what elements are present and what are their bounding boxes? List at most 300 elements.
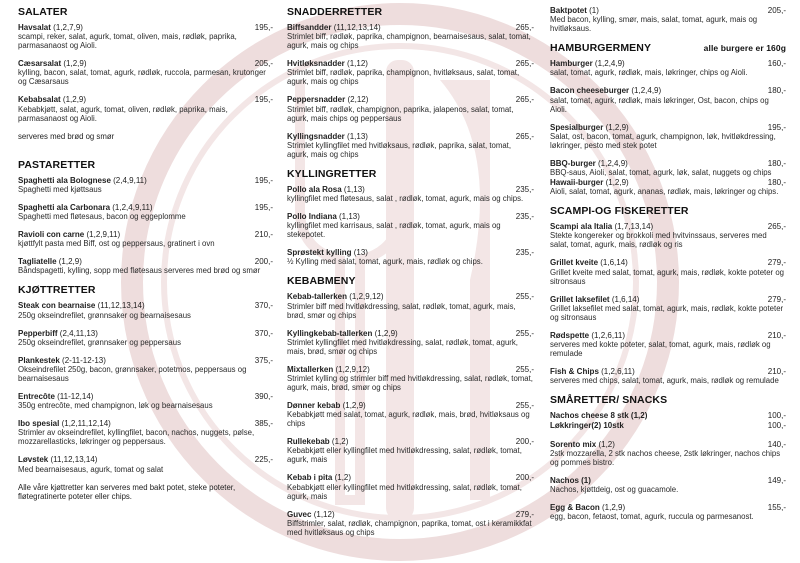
menu-item-price: 225,- bbox=[254, 455, 273, 465]
menu-item-row bbox=[287, 510, 534, 519]
menu-item-name bbox=[18, 23, 83, 32]
allergen-codes: (1,12) bbox=[347, 59, 368, 69]
allergen-codes: (1,2,4,9,11) bbox=[112, 202, 153, 212]
menu-section bbox=[550, 205, 786, 385]
allergen-codes: (1,13) bbox=[347, 131, 368, 141]
menu-item bbox=[18, 230, 273, 248]
section-title-text: SCAMPI-OG FISKERETTER bbox=[550, 205, 689, 218]
menu-item-price: 370,- bbox=[254, 328, 273, 338]
section-title bbox=[18, 6, 273, 18]
menu-item-description: Kebabkjøtt med salat, tomat, agurk, rødløk, mais, brød, hvitløksaus og chips bbox=[287, 410, 530, 429]
allergen-codes: (11,12,13,14) bbox=[97, 301, 145, 311]
allergen-codes: (1,2) bbox=[331, 437, 349, 447]
allergen-codes: (1,2,9) bbox=[342, 401, 366, 411]
menu-item-name bbox=[18, 301, 145, 310]
allergen-codes: (1,2,9) bbox=[374, 328, 398, 338]
menu-item-row bbox=[550, 331, 786, 340]
menu-item bbox=[18, 176, 273, 194]
menu-item-price: 195,- bbox=[254, 23, 273, 32]
menu-item-description: 350g entrecôte, med champignon, løk og bearnaisesaus bbox=[18, 401, 213, 411]
menu-item-description: ½ Kylling med salat, tomat, agurk, mais, rødløk og chips. bbox=[287, 257, 483, 267]
allergen-codes: (1) bbox=[589, 6, 599, 15]
menu-item-title: Steak con bearnaise bbox=[18, 301, 96, 311]
menu-item-title: Rødspette bbox=[550, 330, 590, 340]
section-title bbox=[550, 42, 786, 54]
menu-item-row bbox=[550, 222, 786, 231]
menu-item-name bbox=[287, 248, 368, 257]
menu-item bbox=[18, 257, 273, 275]
menu-item bbox=[18, 356, 273, 383]
menu-item bbox=[550, 421, 786, 430]
menu-item-description: kylling, bacon, salat, tomat, agurk, rødløk, ruccola, parmesan, krutonger og Cæsarsaus bbox=[18, 68, 266, 87]
menu-item-row bbox=[18, 419, 273, 428]
menu-item-price: 390,- bbox=[254, 392, 273, 402]
menu-item-title: Sorento mix bbox=[550, 439, 597, 449]
allergen-codes: (13) bbox=[353, 248, 368, 258]
menu-item-description: Båndspagetti, kylling, sopp med fløtesaus serveres med brød og smør bbox=[18, 266, 261, 276]
section-title bbox=[550, 394, 786, 406]
menu-item-price: 195,- bbox=[767, 122, 786, 132]
menu-item-price: 200,- bbox=[515, 473, 534, 483]
menu-item-row bbox=[550, 59, 786, 68]
section-title bbox=[18, 284, 273, 296]
menu-item-row bbox=[18, 392, 273, 401]
allergen-codes: (1,2,9) bbox=[63, 59, 87, 69]
allergen-codes: (1,2,9) bbox=[58, 257, 82, 267]
menu-item-name bbox=[18, 356, 106, 365]
menu-item-title: Pollo ala Rosa bbox=[287, 184, 342, 194]
menu-item-name bbox=[287, 292, 384, 301]
menu-item-description: kyllingfilet med fløtesaus, salat , rødløk, tomat, agurk, mais og chips. bbox=[287, 194, 524, 204]
allergen-codes: (1,2,9) bbox=[62, 95, 87, 105]
menu-item-row bbox=[287, 437, 534, 446]
menu-item-title: Ravioli con carne bbox=[18, 230, 85, 240]
menu-item bbox=[550, 178, 786, 196]
menu-item-name bbox=[287, 132, 368, 141]
menu-section bbox=[550, 394, 786, 521]
menu-item-description: Strimlet biff, rødløk, paprika, champignon, bearnaisesaus, salat, tomat, agurk, mais og chips bbox=[287, 32, 531, 51]
menu-item-row bbox=[287, 365, 534, 374]
menu-item-name bbox=[287, 212, 360, 221]
menu-item-row bbox=[550, 258, 786, 267]
menu-item bbox=[550, 367, 786, 385]
menu-item-title: Rullekebab bbox=[287, 437, 330, 447]
allergen-codes: (1,2,7,9) bbox=[53, 23, 83, 32]
menu-item-title: Spaghetti ala Carbonara bbox=[18, 202, 111, 212]
menu-item-description: Strimlet kylling og strimler biff med hvitløkdressing, salat, rødløk, tomat, agurk, mais, brød, smør og chips bbox=[287, 374, 533, 393]
menu-item-description: Salat, ost, bacon, tomat, agurk, champignon, løk, hvitløkdressing, løkringer, pesto med stek potet bbox=[550, 131, 776, 150]
menu-item-title: Mixtallerken bbox=[287, 364, 334, 374]
menu-item-name bbox=[287, 185, 365, 194]
menu-item-name bbox=[550, 503, 625, 512]
menu-item-row bbox=[287, 212, 534, 221]
menu-item-description: Stekte kongereker og brokkoli med hvitvinssaus, serveres med salat, tomat, agurk, mais, rødløk og ris bbox=[550, 231, 767, 250]
menu-item-name bbox=[550, 123, 629, 132]
allergen-codes: (1,6,14) bbox=[600, 258, 628, 268]
menu-item-title: Cæsarsalat bbox=[18, 59, 62, 69]
menu-item-name bbox=[18, 392, 93, 401]
menu-item-row bbox=[550, 86, 786, 95]
allergen-codes: (1,2,11,12,14) bbox=[61, 419, 111, 429]
menu-item-row bbox=[18, 23, 273, 32]
allergen-codes: (1,2,4,9) bbox=[594, 59, 625, 69]
menu-item-title: Hamburger bbox=[550, 59, 593, 69]
menu-item-name bbox=[550, 476, 591, 485]
menu-item bbox=[18, 301, 273, 319]
menu-item-price: 205,- bbox=[767, 6, 786, 15]
menu-item-title: Peppersnadder bbox=[287, 95, 346, 105]
menu-item-title: Biffsandder bbox=[287, 23, 332, 32]
menu-item-description: BBQ-saus, Aioli, salat, tomat, agurk, løk, salat, nuggets og chips bbox=[550, 168, 772, 178]
menu-item-price: 235,- bbox=[515, 184, 534, 194]
menu-item-name bbox=[18, 419, 111, 428]
section-title bbox=[287, 275, 534, 287]
menu-item-row bbox=[287, 23, 534, 32]
allergen-codes: (2,4,9,11) bbox=[113, 175, 147, 185]
menu-item-row bbox=[550, 178, 786, 187]
menu-item-row bbox=[287, 95, 534, 104]
menu-item-price: 279,- bbox=[767, 258, 786, 268]
menu-item-row bbox=[287, 248, 534, 257]
menu-item-title: Kebab-tallerken bbox=[287, 292, 348, 302]
menu-item bbox=[550, 411, 786, 420]
menu-item-description: serveres med kokte poteter, salat, tomat, agurk, mais, rødløk og remulade bbox=[550, 340, 771, 359]
menu-item bbox=[18, 23, 273, 50]
menu-item-name bbox=[18, 329, 98, 338]
menu-item-price: 210,- bbox=[254, 230, 273, 240]
menu-item-row bbox=[287, 473, 534, 482]
menu-item-name bbox=[550, 222, 653, 231]
menu-section bbox=[287, 275, 534, 536]
menu-item-description: Strimlet biff, rødløk, champignon, paprika, jalapenos, salat, tomat, agurk, mais chips og peppersaus bbox=[287, 104, 514, 123]
menu-section bbox=[550, 6, 786, 33]
allergen-codes: (1,2,6,11) bbox=[601, 367, 635, 377]
menu-item bbox=[550, 159, 786, 177]
menu-item bbox=[287, 23, 534, 50]
menu-item-price: 195,- bbox=[254, 95, 273, 105]
menu-item bbox=[550, 331, 786, 358]
menu-item-title: Pollo Indiana bbox=[287, 212, 337, 222]
menu-item-description: Strimlet kyllingfilet med hvitløkdressing, salat, rødløk, tomat, agurk, mais, brød, smør og chips bbox=[287, 337, 518, 356]
menu-item-price: 255,- bbox=[515, 401, 534, 411]
menu-item-description: Strimlet kyllingfilet med hvitløksaus, rødløk, paprika, salat, tomat, agurk, mais og chips bbox=[287, 140, 512, 159]
allergen-codes: (1,2,4,9) bbox=[631, 86, 662, 96]
menu-item-name bbox=[287, 95, 368, 104]
menu-item-title: Spaghetti ala Bolognese bbox=[18, 175, 111, 185]
menu-item-price: 255,- bbox=[515, 328, 534, 338]
menu-item-description: Kebabkjøtt eller kyllingfilet med hvitløkdressing, salat, rødløk, tomat, agurk, mais bbox=[287, 446, 522, 465]
allergen-codes: (1,2,9,11) bbox=[86, 230, 121, 240]
menu-item-name bbox=[550, 258, 628, 267]
menu-item-description: Med bearnaisesaus, agurk, tomat og salat bbox=[18, 464, 164, 474]
menu-item-description: Grillet laksefilet med salat, tomat, agurk, mais, rødløk, kokte poteter og sitronsaus bbox=[550, 303, 784, 322]
menu-section bbox=[550, 42, 786, 196]
menu-item-title: Løvstek bbox=[18, 455, 49, 465]
menu-item-price: 160,- bbox=[767, 59, 786, 69]
menu-item-price: 255,- bbox=[515, 364, 534, 374]
menu-column-1 bbox=[18, 6, 273, 519]
menu-item-price: 195,- bbox=[254, 202, 273, 212]
section-title-text: PASTARETTER bbox=[18, 158, 96, 171]
menu-item-description: salat, tomat, agurk, rødløk, mais løkringer, Ost, bacon, chips og Aioli. bbox=[550, 95, 769, 114]
menu-item-row bbox=[550, 476, 786, 485]
menu-item-name bbox=[550, 331, 625, 340]
allergen-codes: (11,12,13,14) bbox=[333, 23, 381, 32]
menu-item-name bbox=[550, 178, 629, 187]
menu-item-title: Løkkringer(2) 10stk bbox=[550, 421, 624, 431]
menu-item-row bbox=[18, 301, 273, 310]
menu-column-3 bbox=[550, 6, 786, 530]
section-title-note: alle burgere er 160g bbox=[703, 43, 786, 54]
menu-item-row bbox=[287, 401, 534, 410]
menu-item-title: Tagliatelle bbox=[18, 257, 57, 267]
menu-item-title: Entrecôte bbox=[18, 392, 55, 402]
menu-item bbox=[18, 203, 273, 221]
section-title-text: SMÅRETTER/ SNACKS bbox=[550, 394, 668, 407]
menu-item-name bbox=[550, 6, 599, 15]
menu-item-description: Aioli, salat, tomat, agurk, ananas, rødløk, mais, løkringer og chips. bbox=[550, 187, 779, 197]
menu-item-price: 195,- bbox=[254, 175, 273, 185]
allergen-codes: (1,2,4,9) bbox=[598, 158, 628, 168]
menu-item-description: kyllingfilet med karrisaus, salat , rødløk, tomat, agurk, mais og stekepotet. bbox=[287, 221, 501, 240]
allergen-codes: (2,4,11,13) bbox=[59, 328, 98, 338]
section-title-text: HAMBURGERMENY bbox=[550, 42, 652, 55]
menu-item-title: Kebabsalat bbox=[18, 95, 61, 105]
menu-item-row bbox=[550, 6, 786, 15]
menu-item-row bbox=[550, 123, 786, 132]
menu-item-description: Kebabkjøtt eller kyllingfilet med hvitløkdressing, salat, rødløk, tomat, agurk, mais bbox=[287, 482, 522, 501]
menu-section bbox=[18, 6, 273, 141]
menu-item bbox=[18, 392, 273, 410]
menu-item-price: 155,- bbox=[767, 503, 786, 513]
allergen-codes: (2,12) bbox=[347, 95, 369, 105]
menu-item-row bbox=[287, 292, 534, 301]
menu-item-title: Dønner kebab bbox=[287, 401, 341, 411]
menu-item bbox=[287, 401, 534, 428]
section-title-text: KJØTTRETTER bbox=[18, 284, 96, 297]
menu-item-title: Scampi ala Italia bbox=[550, 222, 613, 232]
menu-item-price: 200,- bbox=[515, 437, 534, 447]
allergen-codes: (1,13) bbox=[339, 212, 360, 222]
menu-item bbox=[287, 185, 534, 203]
menu-item-name bbox=[18, 455, 97, 464]
menu-item-name bbox=[550, 86, 661, 95]
menu-item-price: 265,- bbox=[515, 95, 534, 105]
menu-item-title: Nachos (1) bbox=[550, 475, 591, 485]
menu-item bbox=[18, 455, 273, 473]
menu-item-description: egg, bacon, fetaost, tomat, agurk, ruccula og parmesanost. bbox=[550, 512, 754, 522]
menu-item-row bbox=[550, 411, 786, 420]
menu-item-name bbox=[550, 411, 647, 420]
menu-item-title: Kebab i pita bbox=[287, 473, 333, 483]
menu-item-price: 210,- bbox=[767, 330, 786, 340]
menu-item-title: Pepperbiff bbox=[18, 328, 58, 338]
menu-item bbox=[550, 222, 786, 249]
allergen-codes: (1,2,9,12) bbox=[335, 364, 370, 374]
menu-item bbox=[550, 6, 786, 33]
menu-item-description: Nachos, kjøttdeig, ost og guacamole. bbox=[550, 485, 679, 495]
menu-item bbox=[550, 123, 786, 150]
menu-item-title: Plankestek bbox=[18, 355, 60, 365]
allergen-codes: (1,6,14) bbox=[611, 294, 640, 304]
menu-item-row bbox=[18, 356, 273, 365]
menu-item-row bbox=[550, 367, 786, 376]
allergen-codes: (1,2) bbox=[334, 473, 352, 483]
menu-item-row bbox=[550, 295, 786, 304]
menu-item-description: 250g okseindrefilet, grønnsaker og bearnaisesaus bbox=[18, 310, 191, 320]
menu-item bbox=[287, 437, 534, 464]
menu-item-description: Spaghetti med fløtesaus, bacon og eggeplomme bbox=[18, 212, 186, 222]
menu-item-price: 265,- bbox=[767, 222, 786, 232]
menu-item-row bbox=[18, 230, 273, 239]
menu-item bbox=[287, 59, 534, 86]
menu-item-title: Bacon cheeseburger bbox=[550, 86, 630, 96]
menu-item-name bbox=[287, 59, 368, 68]
menu-item bbox=[18, 59, 273, 86]
menu-item-row bbox=[18, 203, 273, 212]
allergen-codes: (1,12) bbox=[313, 509, 335, 519]
menu-item bbox=[550, 503, 786, 521]
menu-item-name bbox=[550, 367, 635, 376]
allergen-codes: (1,7,13,14) bbox=[614, 222, 654, 232]
section-title-text: KEBABMENY bbox=[287, 275, 356, 288]
allergen-codes: (11-12,14) bbox=[57, 392, 94, 402]
menu-item-name bbox=[18, 203, 153, 212]
section-title bbox=[18, 159, 273, 171]
menu-item-price: 149,- bbox=[767, 475, 786, 485]
menu-item-title: Hawaii-burger bbox=[550, 178, 604, 188]
menu-item bbox=[18, 95, 273, 122]
allergen-codes: (11,12,13,14) bbox=[50, 455, 98, 465]
menu-item-title: BBQ-burger bbox=[550, 158, 596, 168]
menu-item-price: 265,- bbox=[515, 131, 534, 141]
menu-item-price: 375,- bbox=[254, 355, 273, 365]
menu-item-description: Strimlet biff, rødløk, paprika, champignon, hvitløksaus, salat, tomat, agurk, mais og chips bbox=[287, 68, 520, 87]
section-title bbox=[287, 168, 534, 180]
menu-item-row bbox=[287, 185, 534, 194]
menu-item bbox=[550, 476, 786, 494]
menu-item-name bbox=[287, 329, 398, 338]
menu-item-description: 250g okseindrefilet, grønnsaker og peppersaus bbox=[18, 337, 181, 347]
menu-item bbox=[18, 419, 273, 446]
allergen-codes: (1,2,6,11) bbox=[591, 330, 626, 340]
allergen-codes: (1,2,9) bbox=[605, 122, 629, 132]
menu-item bbox=[550, 86, 786, 113]
menu-item-description: Grillet kveite med salat, tomat, agurk, mais, rødløk, kokte poteter og sitronsaus bbox=[550, 267, 784, 286]
menu-item-description: Spaghetti med kjøttsaus bbox=[18, 184, 102, 194]
menu-item-row bbox=[18, 95, 273, 104]
section-note-text: serveres med brød og smør bbox=[18, 131, 115, 141]
menu-item-title: Egg & Bacon bbox=[550, 503, 600, 513]
menu-item-name bbox=[287, 401, 366, 410]
menu-item-description: Med bacon, kylling, smør, mais, salat, tomat, agurk, mais og hvitløksaus. bbox=[550, 15, 758, 34]
menu-item-row bbox=[18, 329, 273, 338]
menu-item-description: Strimler av okseindrefilet, kyllingfilet, bacon, nachos, nuggets, pølse, mozzarellasticks, løkringer og peppersaus. bbox=[18, 428, 255, 447]
menu-item-price: 370,- bbox=[254, 301, 273, 311]
menu-item-name bbox=[287, 437, 348, 446]
menu-item-price: 255,- bbox=[515, 292, 534, 302]
menu-item-title: Baktpotet bbox=[550, 6, 587, 15]
menu-item-title: Fish & Chips bbox=[550, 367, 599, 377]
menu-item-name bbox=[550, 59, 625, 68]
menu-item-price: 279,- bbox=[515, 509, 534, 519]
menu-item-name bbox=[18, 257, 82, 266]
menu-section bbox=[18, 284, 273, 500]
menu-item-price: 205,- bbox=[254, 59, 273, 69]
menu-item-row bbox=[18, 176, 273, 185]
section-title bbox=[550, 205, 786, 217]
menu-item-description: salat, tomat, agurk, rødløk, mais, løkringer, chips og Aioli. bbox=[550, 68, 748, 78]
menu-item-description: serveres med chips, salat, tomat, agurk, mais, rødløk og remulade bbox=[550, 376, 779, 386]
menu-item bbox=[287, 473, 534, 500]
menu-item-name bbox=[550, 440, 615, 449]
menu-item bbox=[550, 59, 786, 77]
menu-item-price: 385,- bbox=[254, 419, 273, 429]
menu-item-name bbox=[18, 59, 87, 68]
menu-item-name bbox=[287, 473, 351, 482]
allergen-codes: (1,2,9) bbox=[602, 503, 626, 513]
menu-item-price: 210,- bbox=[767, 367, 786, 377]
section-title-text: SNADDERRETTER bbox=[287, 6, 383, 18]
menu-item-title: Ibo spesial bbox=[18, 419, 60, 429]
menu-item-description: kjøttfylt pasta med Biff, ost og peppersaus, gratinert i ovn bbox=[18, 239, 215, 249]
menu-item-description: Strimler biff med hvitløkdressing, salat, rødløk, tomat, agurk, mais, brød, smør og chips bbox=[287, 301, 516, 320]
section-title-text: KYLLINGRETTER bbox=[287, 167, 377, 180]
menu-item-description: Kebabkjøtt, salat, agurk, tomat, oliven, rødløk, paprika, mais, parmasanaost og Aioli. bbox=[18, 104, 228, 123]
menu-item-row bbox=[550, 503, 786, 512]
menu-item bbox=[550, 258, 786, 285]
allergen-codes: (1,2) bbox=[598, 439, 615, 449]
menu-item bbox=[550, 440, 786, 467]
menu-item-row bbox=[287, 59, 534, 68]
menu-item-name bbox=[287, 510, 335, 519]
menu-item bbox=[18, 329, 273, 347]
menu-item-name bbox=[287, 365, 370, 374]
menu-item-row bbox=[18, 257, 273, 266]
section-title-text: SALATER bbox=[18, 6, 68, 18]
menu-item-name bbox=[287, 23, 381, 32]
menu-item-price: 100,- bbox=[767, 421, 786, 431]
menu-item-name bbox=[18, 95, 86, 104]
menu-item-price: 140,- bbox=[767, 439, 786, 449]
menu-item bbox=[287, 510, 534, 537]
menu-item-price: 265,- bbox=[515, 59, 534, 69]
menu-item-row bbox=[18, 455, 273, 464]
menu-item bbox=[287, 292, 534, 319]
menu-item-row bbox=[287, 329, 534, 338]
menu-item-row bbox=[550, 421, 786, 430]
menu-item-title: Nachos cheese 8 stk (1,2) bbox=[550, 411, 648, 421]
menu-section bbox=[18, 159, 273, 276]
menu-column-2 bbox=[287, 6, 534, 546]
menu-item-title: Havsalat bbox=[18, 23, 51, 32]
menu-item-title: Guvec bbox=[287, 509, 312, 519]
menu-item bbox=[287, 248, 534, 266]
menu-item-title: Grillet kveite bbox=[550, 258, 599, 268]
menu-item-price: 235,- bbox=[515, 212, 534, 222]
menu-item-price: 180,- bbox=[767, 158, 786, 168]
menu-item bbox=[287, 365, 534, 392]
allergen-codes: (1,2,9,12) bbox=[349, 292, 384, 302]
allergen-codes: (1,2,9) bbox=[605, 178, 629, 188]
menu-item bbox=[287, 132, 534, 159]
menu-item bbox=[287, 212, 534, 239]
menu-item-title: Kyllingkebab-tallerken bbox=[287, 328, 373, 338]
menu-section bbox=[287, 168, 534, 267]
menu-item-price: 180,- bbox=[767, 178, 786, 188]
allergen-codes: (2-11-12-13) bbox=[62, 355, 106, 365]
menu-item-price: 279,- bbox=[767, 294, 786, 304]
